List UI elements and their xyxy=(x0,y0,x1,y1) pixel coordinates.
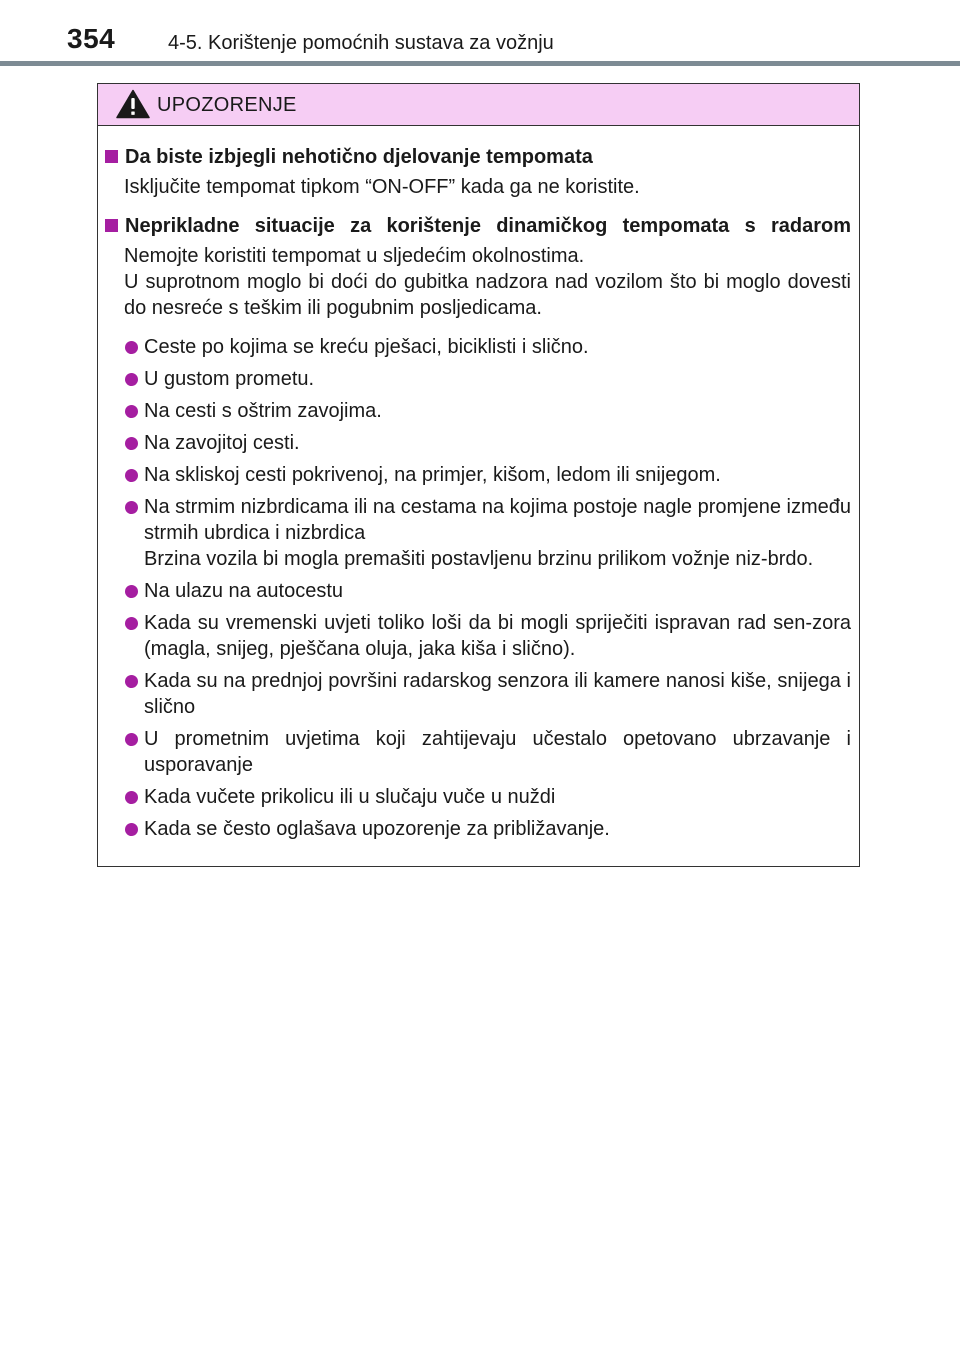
list-item xyxy=(104,366,851,392)
warning-body xyxy=(98,126,859,842)
circle-bullet-icon xyxy=(125,791,138,804)
circle-bullet-icon xyxy=(125,373,138,386)
paragraph: Isključite tempomat tipkom “ON-OFF” kada ga ne koristite. xyxy=(124,176,640,198)
header-rule xyxy=(0,61,960,66)
circle-bullet-icon xyxy=(125,341,138,354)
section-heading-unsuitable-situations xyxy=(104,213,851,239)
section-text xyxy=(104,174,851,200)
section-title: 4-5. Korištenje pomoćnih sustava za vožnju xyxy=(168,32,554,54)
section-heading-text: Neprikladne situacije za korištenje dinamičkog tempomata s radarom xyxy=(125,215,851,237)
list-item xyxy=(104,784,851,810)
circle-bullet-icon xyxy=(125,585,138,598)
list-item-text: U gustom prometu. xyxy=(144,368,315,390)
circle-bullet-icon xyxy=(125,469,138,482)
section-heading-unintended-activation xyxy=(104,144,851,170)
page-header xyxy=(0,0,960,66)
list-item xyxy=(104,610,851,662)
list-item-text: Kada se često oglašava upozorenje za približavanje. xyxy=(144,818,610,840)
square-bullet-icon xyxy=(105,219,118,232)
circle-bullet-icon xyxy=(125,675,138,688)
list-item xyxy=(104,668,851,720)
page-number: 354 xyxy=(67,23,116,54)
list-item xyxy=(104,430,851,456)
list-item xyxy=(104,578,851,604)
warning-box xyxy=(97,83,860,867)
list-item xyxy=(104,398,851,424)
section-heading-text: Da biste izbjegli nehotično djelovanje tempomata xyxy=(125,146,593,168)
list-item-text: Na zavojitoj cesti. xyxy=(144,432,300,454)
list-item-subtext: Brzina vozila bi mogla premašiti postavljenu brzinu prilikom vožnje niz-brdo. xyxy=(144,548,814,570)
warning-triangle-icon xyxy=(116,89,150,119)
list-item xyxy=(104,334,851,360)
warning-title: UPOZORENJE xyxy=(157,94,297,116)
list-item-text: Kada vučete prikolicu ili u slučaju vuče u nuždi xyxy=(144,786,556,808)
paragraph: U suprotnom moglo bi doći do gubitka nadzora nad vozilom što bi moglo dovesti do nesreće s teškim ili pogubnim posljedicama. xyxy=(124,271,851,319)
circle-bullet-icon xyxy=(125,437,138,450)
list-item-text: Kada su vremenski uvjeti toliko loši da bi mogli spriječiti ispravan rad sen-zora (magla, snijeg, pješčana oluja, jaka kiša i slično). xyxy=(144,612,851,660)
list-item-text: Na skliskoj cesti pokrivenoj, na primjer, kišom, ledom ili snijegom. xyxy=(144,464,721,486)
warning-header xyxy=(98,84,859,126)
list-item-text: Na strmim nizbrdicama ili na cestama na kojima postoje nagle promjene između strmih ubrdica i nizbrdica xyxy=(144,496,851,544)
section-intro xyxy=(104,243,851,321)
list-item-text: Na cesti s oštrim zavojima. xyxy=(144,400,382,422)
list-item-text: Ceste po kojima se kreću pješaci, biciklisti i slično. xyxy=(144,336,589,358)
list-item-text: Na ulazu na autocestu xyxy=(144,580,344,602)
square-bullet-icon xyxy=(105,150,118,163)
list-item xyxy=(104,816,851,842)
list-item xyxy=(104,462,851,488)
list-item xyxy=(104,726,851,778)
circle-bullet-icon xyxy=(125,617,138,630)
circle-bullet-icon xyxy=(125,405,138,418)
list-item xyxy=(104,494,851,572)
circle-bullet-icon xyxy=(125,501,138,514)
list-item-text: U prometnim uvjetima koji zahtijevaju učestalo opetovano ubrzavanje i usporavanje xyxy=(144,728,851,776)
list-item-text: Kada su na prednjoj površini radarskog senzora ili kamere nanosi kiše, snijega i slično xyxy=(144,670,851,718)
circle-bullet-icon xyxy=(125,823,138,836)
circle-bullet-icon xyxy=(125,733,138,746)
paragraph: Nemojte koristiti tempomat u sljedećim okolnostima. xyxy=(124,245,585,267)
